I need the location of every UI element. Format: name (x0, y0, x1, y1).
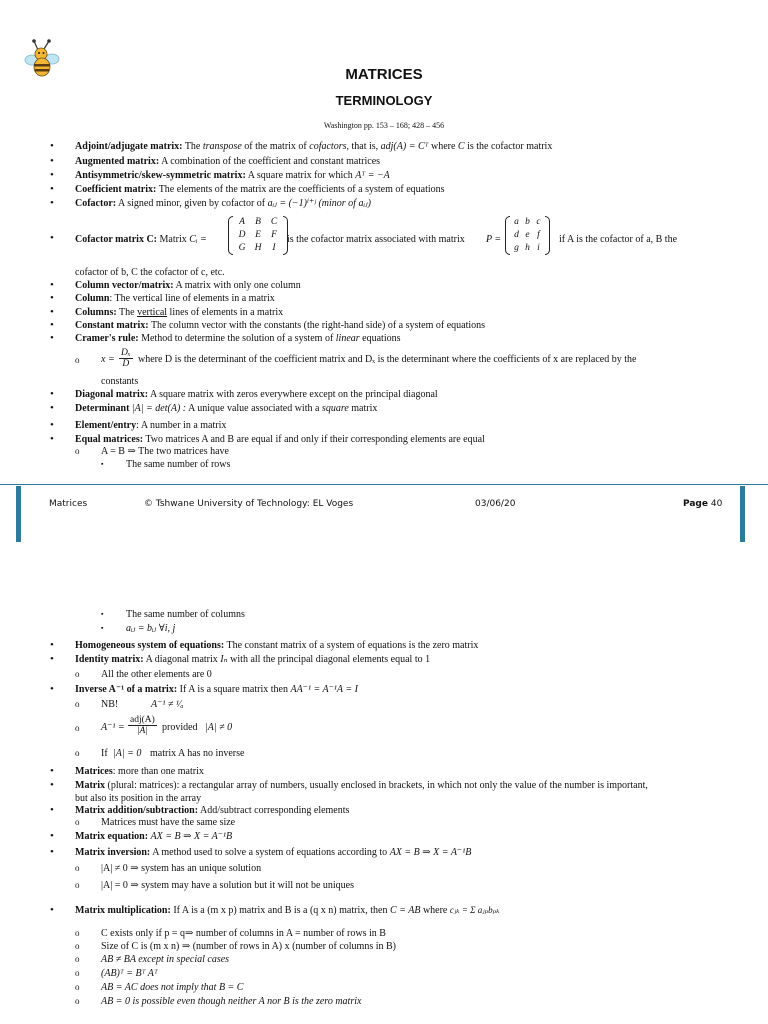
list-item-cofactor-matrix: • Cofactor matrix C: Matrix Cᵢ = A B C D E F G H I is the cofactor matrix associated with matrix P = a b c d e f g h i if A is the cofactor of a, B the (50, 217, 678, 253)
bullet: ▪ (101, 610, 104, 618)
footer-copyright: © Tshwane University of Technology: EL Voges (144, 499, 354, 509)
bullet: • (50, 232, 54, 244)
inverse-formula: o A⁻¹ = adj(A) |A| provided |A| ≠ 0 (75, 715, 233, 736)
bullet: • (50, 683, 54, 695)
bullet: • (50, 279, 54, 291)
bullet: • (50, 197, 54, 209)
bullet: • (50, 653, 54, 665)
bullet: o (75, 723, 80, 733)
bullet: • (50, 804, 54, 816)
bullet: o (75, 928, 80, 938)
bullet: o (75, 669, 80, 679)
bullet: o (75, 982, 80, 992)
bullet: • (50, 306, 54, 318)
page-subtitle: TERMINOLOGY (335, 93, 433, 108)
bullet: o (75, 863, 80, 873)
bullet: o (75, 699, 80, 709)
cofactor-matrix-lower: a b c d e f g h i (505, 216, 550, 255)
bullet: • (50, 846, 54, 858)
bullet: ▪ (101, 624, 104, 632)
cramer-formula: o x = $\frac{\text{Dₓ}}{D}$ where D is the determinant of the coefficient matrix and Dₓ is the determinant where the coefficients of x are replaced by the (75, 348, 637, 369)
footer-rule (0, 484, 768, 485)
footer-right-bar (740, 486, 745, 542)
bullet: • (50, 155, 54, 167)
bullet: o (75, 968, 80, 978)
bullet: ▪ (101, 460, 104, 468)
cofactor-matrix-upper: A B C D E F G H I (228, 216, 288, 255)
page-title: MATRICES (345, 66, 423, 83)
bullet: • (50, 765, 54, 777)
bullet: • (50, 639, 54, 651)
bullet: • (50, 292, 54, 304)
bullet: • (50, 319, 54, 331)
bullet: o (75, 996, 80, 1006)
footer-section: Matrices (49, 499, 88, 509)
bullet: • (50, 419, 54, 431)
bullet: • (50, 904, 54, 916)
bullet: • (50, 388, 54, 400)
footer-date: 03/06/20 (475, 499, 516, 509)
bullet: o (75, 954, 80, 964)
footer-left-bar (16, 486, 21, 542)
bullet: • (50, 779, 54, 791)
bullet: o (75, 748, 80, 758)
bullet: o (75, 446, 80, 456)
footer-page: Page 40 (683, 499, 723, 509)
bullet: • (50, 830, 54, 842)
bullet: • (50, 433, 54, 445)
bullet: o (75, 355, 80, 365)
bullet: • (50, 140, 54, 152)
bullet: o (75, 817, 80, 827)
bullet: • (50, 169, 54, 181)
bullet: • (50, 332, 54, 344)
bullet: o (75, 941, 80, 951)
bullet: o (75, 880, 80, 890)
bullet: • (50, 402, 54, 414)
document-page: MATRICES TERMINOLOGY Washington pp. 153 – 168; 428 – 456 • Adjoint/adjugate matrix: The transpose of the matrix of cofactors, that is, adj(A) = Cᵀ where C is the cofactor matrix • Augmented matrix: A combination of the coefficient and constant matrices • Antisymmetric/skew-symmetric matrix: A square matrix for which Aᵀ = −A • Coefficient matrix: The elements of the matrix are the coefficients of a system of equations • Cofactor: A signed minor, given by cofactor of aᵢⱼ = (−1)ⁱ⁺ʲ (minor of aᵢⱼ) • Cofactor matrix C: Matrix Cᵢ = A B C D E F G H I is the cofactor matrix associated with matrix P = a b c d e f g h i if A is the cofactor of a, B the cofactor of b, C the cofactor of c, etc. • Column vector/matrix: A matrix with only one column • Column: The vertical line of elements in a matrix • Columns: The vertical lines of elements in a matrix • Constant matrix: The column vector with the constants (the right-hand side) of a system of equations • Cramer's rule: Method to determine the solution of a system of linear equations o x = $\frac{\text{Dₓ}}{D}$ where D is the determinant of the coefficient matrix and Dₓ is the determinant where the coefficients of x are replaced by the constants • Diagonal matrix: A square matrix with zeros everywhere except on the principal diagonal • Determinant |A| = det(A) : A unique value associated with a square matrix • Element/entry: A number in a matrix • Equal matrices: Two matrices A and B are equal if and only if their corresponding elements are equal o A = B ⇒ The two matrices have ▪ The same number of rows Matrices © Tshwane University of Technology: EL Voges 03/06/20 Page 40 ▪ The same number of columns ▪ aᵢⱼ = bᵢⱼ ∀i, j • Homogeneous system of equations: The constant matrix of a system of equations is the zero matrix • Identity matrix: A diagonal matrix Iₙ with all the principal diagonal elements equal to 1 o All the other elements are 0 • Inverse A⁻¹ of a matrix: If A is a square matrix then AA⁻¹ = A⁻¹A = I o NB! A⁻¹ ≠ ¹⁄ₐ o A⁻¹ = adj(A) |A| provided |A| ≠ 0 o If |A| = 0 matrix A has no inverse • Matrices: more than one matrix • Matrix (plural: matrices): a rectangular array of numbers, usually enclosed in brackets, in which not only the value of the number is important, but also its position in the array • Matrix addition/subtraction: Add/subtract corresponding elements o Matrices must have the same size • Matrix equation: AX = B ⇒ X = A⁻¹B • Matrix inversion: A method used to solve a system of equations according to AX = B ⇒ X = A⁻¹B o |A| ≠ 0 ⇒ system has an unique solution o |A| = 0 ⇒ system may have a solution but it will not be uniques • Matrix multiplication: If A is a (m x p) matrix and B is a (q x n) matrix, then C = AB where cⱼₖ = Σ aⱼₚbₚₖ o C exists only if p = q⇒ number of columns in A = number of rows in B o Size of C is (m x n) ⇒ (number of rows in A) x (number of columns in B) o AB ≠ BA except in special cases o (AB)ᵀ = Bᵀ Aᵀ o AB = AC does not imply that B = C o AB = 0 is possible even though neither A nor B is the zero matrix (0, 0, 768, 1024)
reference-note: Washington pp. 153 – 168; 428 – 456 (323, 121, 445, 130)
bullet: • (50, 183, 54, 195)
